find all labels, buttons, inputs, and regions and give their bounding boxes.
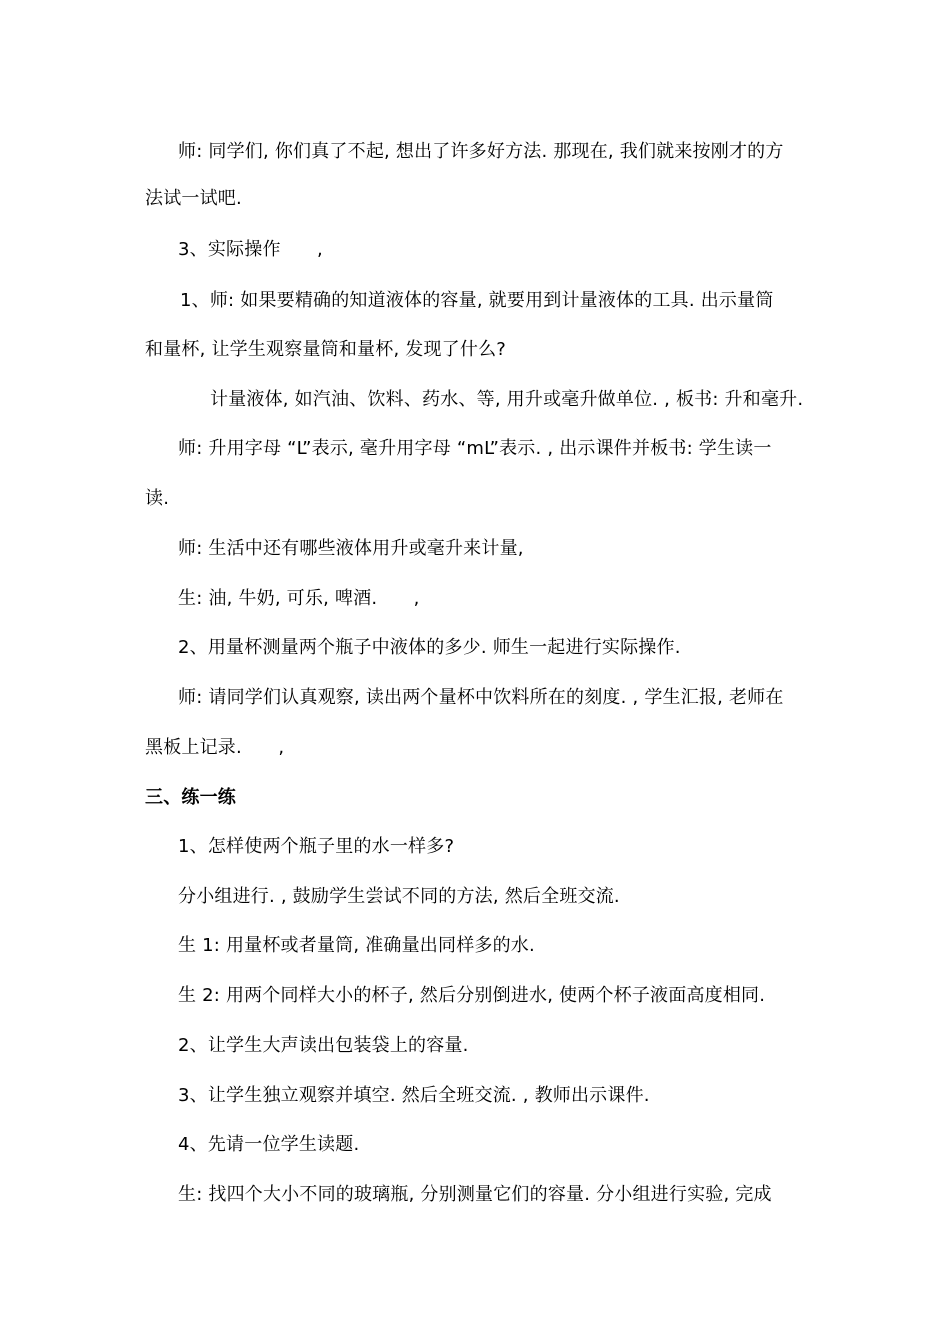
paragraph-line-21: 4、先请一位学生读题. (178, 1134, 360, 1155)
paragraph-line-17: 生 1: 用量杯或者量筒, 准确量出同样多的水. (178, 935, 535, 956)
paragraph-line-22: 生: 找四个大小不同的玻璃瓶, 分别测量它们的容量. 分小组进行实验, 完成 (178, 1184, 772, 1205)
section-heading: 三、练一练 (145, 787, 236, 808)
paragraph-line-18: 生 2: 用两个同样大小的杯子, 然后分别倒进水, 使两个杯子液面高度相同. (178, 985, 766, 1006)
paragraph-line-1: 师: 同学们, 你们真了不起, 想出了许多好方法. 那现在, 我们就来按刚才的方 (178, 141, 784, 162)
paragraph-line-19: 2、让学生大声读出包装袋上的容量. (178, 1035, 469, 1056)
paragraph-line-13: 黑板上记录. , (145, 737, 285, 758)
paragraph-line-6: 计量液体, 如汽油、饮料、药水、等, 用升或毫升做单位. , 板书: 升和毫升. (210, 389, 804, 410)
paragraph-line-8: 读. (145, 488, 170, 509)
paragraph-line-15: 1、怎样使两个瓶子里的水一样多? (178, 836, 455, 857)
paragraph-line-9: 师: 生活中还有哪些液体用升或毫升来计量, (178, 538, 524, 559)
paragraph-line-10: 生: 油, 牛奶, 可乐, 啤酒. , (178, 588, 420, 609)
paragraph-line-7: 师: 升用字母 “L”表示, 毫升用字母 “mL”表示. , 出示课件并板书: 学生读一 (178, 438, 772, 459)
paragraph-line-11: 2、用量杯测量两个瓶子中液体的多少. 师生一起进行实际操作. (178, 637, 681, 658)
paragraph-line-2: 法试一试吧. (145, 188, 242, 209)
paragraph-line-5: 和量杯, 让学生观察量筒和量杯, 发现了什么? (145, 339, 507, 360)
paragraph-line-12: 师: 请同学们认真观察, 读出两个量杯中饮料所在的刻度. , 学生汇报, 老师在 (178, 687, 784, 708)
paragraph-line-16: 分小组进行. , 鼓励学生尝试不同的方法, 然后全班交流. (178, 886, 620, 907)
paragraph-line-3: 3、实际操作 , (178, 239, 323, 260)
paragraph-line-4: 1、师: 如果要精确的知道液体的容量, 就要用到计量液体的工具. 出示量筒 (180, 290, 774, 311)
paragraph-line-20: 3、让学生独立观察并填空. 然后全班交流. , 教师出示课件. (178, 1085, 650, 1106)
